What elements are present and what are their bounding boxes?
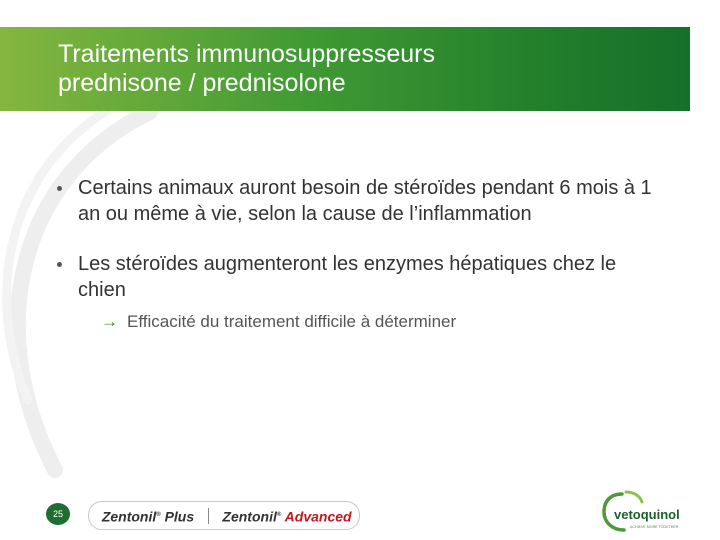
bullet-item xyxy=(56,175,666,227)
slide-title xyxy=(58,40,435,98)
bullet-dot-icon xyxy=(57,262,62,267)
product-suffix: Plus xyxy=(164,508,195,525)
title-line-2: prednisone / prednisolone xyxy=(58,69,346,97)
product-name: Zentonil xyxy=(222,508,277,525)
product-divider xyxy=(208,508,209,524)
product-logos xyxy=(88,501,360,530)
bullet-dot-icon xyxy=(57,186,62,191)
page-number: 25 xyxy=(46,503,70,525)
title-line-1: Traitements immunosuppresseurs xyxy=(58,40,435,68)
bullet-item xyxy=(56,251,666,333)
sub-bullet-text: Efficacité du traitement difficile à déterminer xyxy=(127,312,457,331)
sub-bullet xyxy=(78,311,666,333)
bullet-text: Certains animaux auront besoin de stéroïdes pendant 6 mois à 1 an ou même à vie, selon la cause de l’inflammation xyxy=(78,177,652,225)
title-band xyxy=(0,27,690,111)
bullet-list xyxy=(56,175,666,333)
product-name: Zentonil xyxy=(101,508,157,525)
vetoquinol-logo xyxy=(602,490,698,534)
bullet-text: Les stéroïdes augmenteront les enzymes hépatiques chez le chien xyxy=(78,253,617,301)
zentonil-advanced-logo: Zentonil® Advanced xyxy=(222,508,352,525)
logo-wordmark: vetoquinol xyxy=(614,507,680,522)
arrow-right-icon: → xyxy=(101,312,118,331)
logo-tagline: ACHIEVE MORE TOGETHER xyxy=(630,525,679,529)
zentonil-plus-logo: Zentonil® Plus xyxy=(101,508,195,525)
product-suffix: Advanced xyxy=(284,508,352,525)
